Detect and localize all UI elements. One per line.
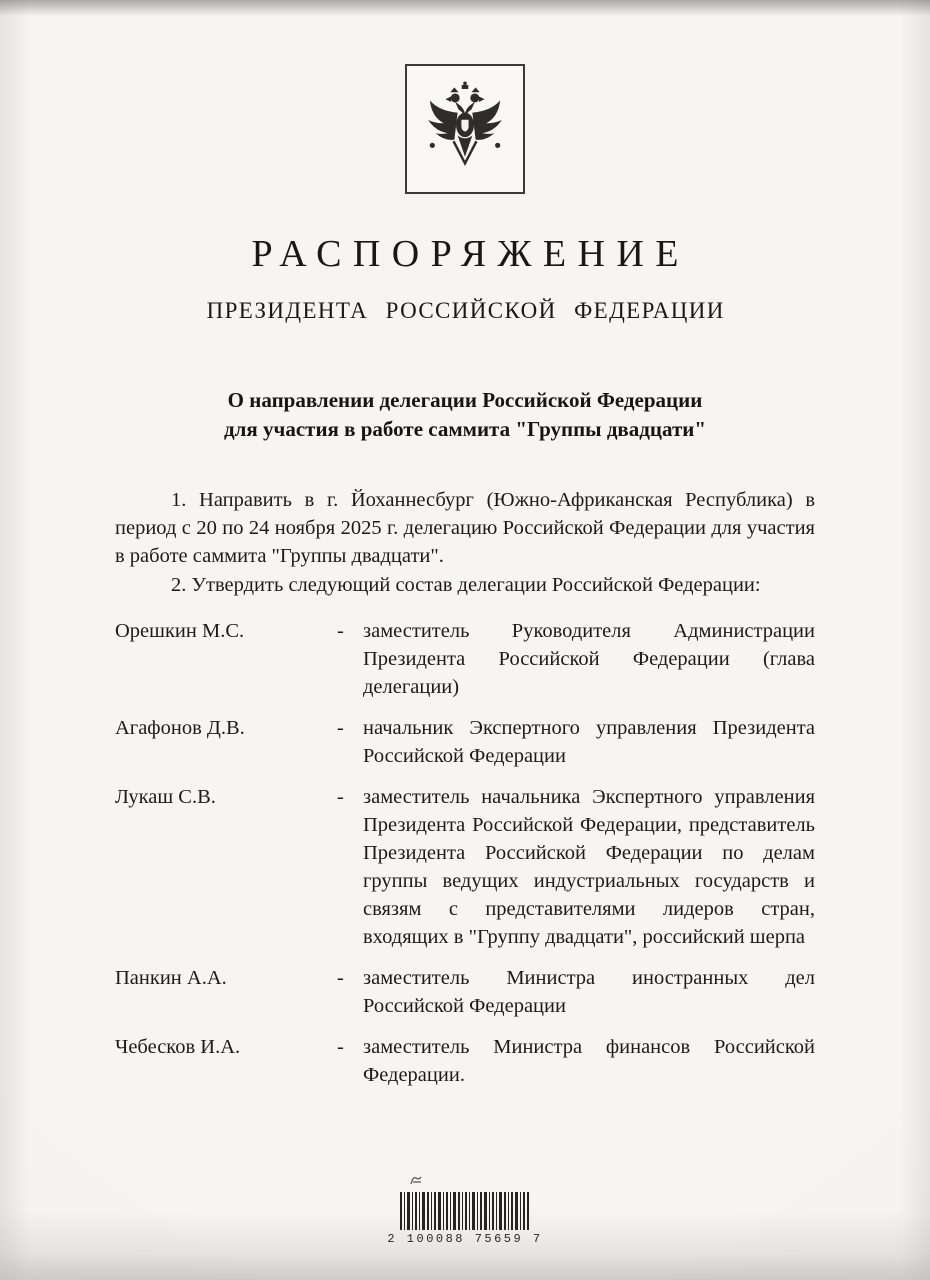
member-name: Лукаш С.В. (115, 786, 216, 808)
delegation-list (115, 617, 815, 1089)
document-content (115, 0, 815, 1089)
barcode-block (0, 1173, 930, 1246)
subject-line-2: для участия в работе саммита "Группы двадцати" (223, 417, 707, 441)
dash-separator: - (337, 717, 344, 739)
document-title: РАСПОРЯЖЕНИЕ (251, 233, 690, 275)
barcode (400, 1192, 530, 1230)
registration-mark-icon (409, 1173, 425, 1191)
subject-heading (115, 386, 815, 444)
member-role: заместитель начальника Экспертного управления Президента Российской Федерации, представитель Президента Российской Федерации по делам группы ведущих индустриальных государств и связям с представителями лидеров стран, входящих в "Группу двадцати", российский шерпа (363, 786, 815, 948)
dash-separator: - (337, 620, 344, 642)
delegation-row (115, 964, 815, 1020)
barcode-number: 2 100088 75659 7 (387, 1232, 543, 1246)
member-role: заместитель Министра иностранных дел Российской Федерации (363, 967, 815, 1017)
member-name: Агафонов Д.В. (115, 717, 245, 739)
document-subtitle: ПРЕЗИДЕНТА РОССИЙСКОЙ ФЕДЕРАЦИИ (206, 298, 725, 323)
dash-separator: - (337, 786, 344, 808)
delegation-row (115, 1033, 815, 1089)
emblem-box (405, 64, 525, 194)
dash-separator: - (337, 967, 344, 989)
delegation-row (115, 617, 815, 701)
member-role: заместитель Руководителя Администрации Президента Российской Федерации (глава делегации) (363, 620, 815, 698)
russian-coat-of-arms-icon (416, 76, 514, 182)
body-paragraph-2: 2. Утвердить следующий состав делегации Российской Федерации: (171, 574, 761, 596)
body-paragraph-1: 1. Направить в г. Йоханнесбург (Южно-Африканская Республика) в период с 20 по 24 ноября 2025 г. делегацию Российской Федерации для участия в работе саммита "Группы двадцати". (115, 489, 815, 567)
subject-line-1: О направлении делегации Российской Федерации (227, 388, 703, 412)
delegation-row (115, 783, 815, 951)
member-name: Чебесков И.А. (115, 1036, 241, 1058)
dash-separator: - (337, 1036, 344, 1058)
member-name: Панкин А.А. (115, 967, 227, 989)
member-role: начальник Экспертного управления Президента Российской Федерации (363, 717, 815, 767)
member-name: Орешкин М.С. (115, 620, 245, 642)
photo-bottom-shadow (0, 1254, 930, 1280)
document-body (115, 486, 815, 599)
delegation-row (115, 714, 815, 770)
member-role: заместитель Министра финансов Российской Федерации. (363, 1036, 815, 1086)
